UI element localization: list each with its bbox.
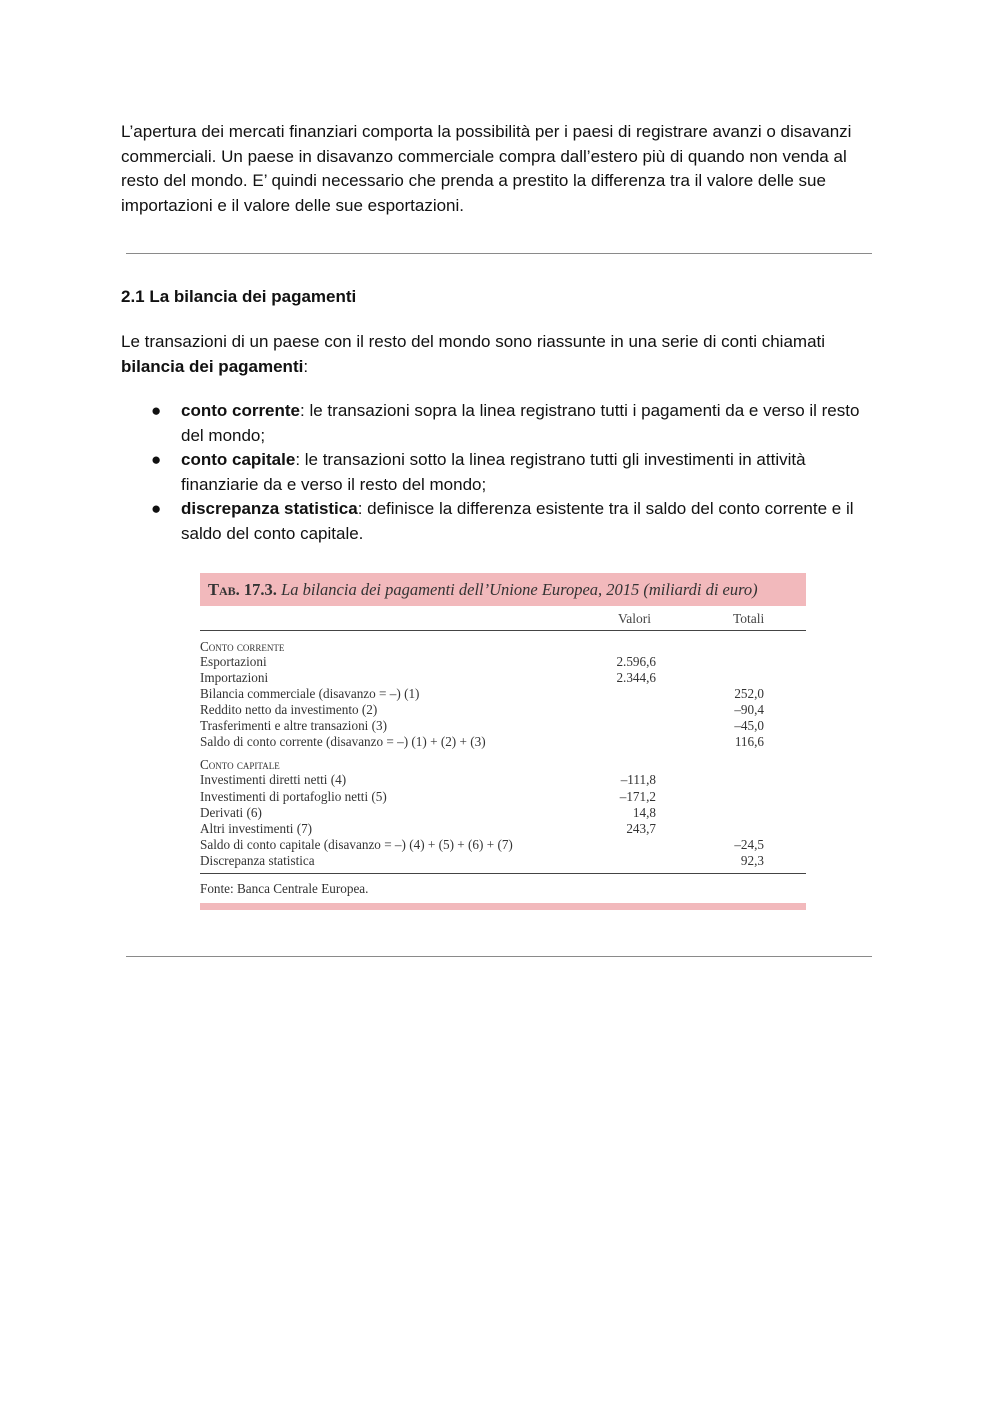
row-totali: 252,0 — [734, 686, 764, 701]
row-valori: 2.344,6 — [616, 670, 656, 685]
list-item — [121, 399, 881, 448]
list-item-text: : le transazioni sopra la linea registrano tutti i pagamenti da e verso il resto del mondo; — [181, 401, 860, 445]
list-item-term: discrepanza statistica — [181, 499, 358, 518]
bullet-icon: ● — [151, 401, 162, 420]
row-label: Importazioni — [200, 670, 269, 685]
row-totali: –45,0 — [734, 718, 764, 733]
table-title: La bilancia dei pagamenti dell’Unione Europea, 2015 (miliardi di euro) — [281, 580, 758, 599]
table-row — [200, 837, 806, 853]
table-footer-rule — [200, 873, 806, 874]
balance-of-payments-table — [200, 573, 806, 910]
table-caption — [208, 580, 758, 600]
row-totali: 116,6 — [734, 734, 764, 749]
row-totali: 92,3 — [740, 853, 764, 868]
row-label: Altri investimenti (7) — [200, 821, 313, 836]
section-label: Conto capitale — [200, 757, 280, 772]
bilancia-paragraph — [121, 330, 881, 379]
table-row — [200, 702, 806, 718]
column-header-totali: Totali — [733, 611, 765, 626]
bullet-icon: ● — [151, 450, 162, 469]
list-item-term: conto corrente — [181, 401, 301, 420]
horizontal-divider — [126, 253, 872, 254]
row-label: Bilancia commerciale (disavanzo = –) (1) — [200, 686, 420, 701]
table-source: Fonte: Banca Centrale Europea. — [200, 881, 369, 896]
row-label: Saldo di conto capitale (disavanzo = –) (4) + (5) + (6) + (7) — [200, 837, 513, 852]
bilancia-term: bilancia dei pagamenti — [121, 356, 304, 376]
table-row — [200, 853, 806, 869]
list-item — [121, 448, 881, 497]
table-row — [200, 805, 806, 821]
row-label: Derivati (6) — [200, 805, 262, 820]
bullet-icon: ● — [151, 499, 162, 518]
list-item-text: : definisce la differenza esistente tra il saldo del conto corrente e il saldo del conto capitale. — [181, 499, 854, 543]
row-label: Saldo di conto corrente (disavanzo = –) (1) + (2) + (3) — [200, 734, 486, 749]
table-row — [200, 821, 806, 837]
bilancia-text-start: Le transazioni di un paese con il resto del mondo sono riassunte in una serie di conti chiamati — [121, 332, 826, 351]
section-title: 2.1 La bilancia dei pagamenti — [121, 287, 357, 306]
row-totali: –24,5 — [734, 837, 764, 852]
row-valori: 243,7 — [626, 821, 656, 836]
table-footer-band — [200, 903, 806, 910]
table-section-heading — [200, 757, 806, 773]
section-label: Conto corrente — [200, 639, 285, 654]
table-row — [200, 654, 806, 670]
row-valori: –171,2 — [619, 789, 656, 804]
list-item-text: : le transazioni sotto la linea registrano tutti gli investimenti in attività finanziarie da e verso il resto del mondo; — [181, 450, 806, 494]
table-row — [200, 772, 806, 788]
row-label: Discrepanza statistica — [200, 853, 315, 868]
list-item-term: conto capitale — [181, 450, 296, 469]
account-list — [121, 399, 881, 546]
row-totali: –90,4 — [734, 702, 764, 717]
column-header-valori: Valori — [618, 611, 651, 626]
bilancia-text-end: : — [303, 356, 309, 376]
table-row — [200, 686, 806, 702]
row-label: Investimenti di portafoglio netti (5) — [200, 789, 387, 804]
table-row — [200, 734, 806, 750]
list-item — [121, 497, 881, 546]
row-valori: 14,8 — [632, 805, 656, 820]
table-label: Tab. 17.3. — [208, 580, 277, 599]
table-section-heading — [200, 639, 806, 655]
intro-paragraph: L’apertura dei mercati finanziari comporta la possibilità per i paesi di registrare avanzi o disavanzi commerciali. Un paese in disavanzo commerciale compra dall’estero più di quando non venda al resto del mondo. E’ quindi necessario che prenda a prestito la differenza tra il valore delle sue importazioni e il valore delle sue esportazioni. — [121, 122, 852, 215]
table-row — [200, 789, 806, 805]
row-label: Trasferimenti e altre transazioni (3) — [200, 718, 388, 733]
row-valori: 2.596,6 — [616, 654, 656, 669]
row-label: Esportazioni — [200, 654, 267, 669]
table-row — [200, 718, 806, 734]
table-caption-band — [200, 573, 806, 606]
table-row — [200, 670, 806, 686]
table-header-rule — [200, 630, 806, 631]
row-label: Reddito netto da investimento (2) — [200, 702, 378, 717]
row-label: Investimenti diretti netti (4) — [200, 772, 347, 787]
horizontal-divider — [126, 956, 872, 957]
row-valori: –111,8 — [620, 772, 656, 787]
